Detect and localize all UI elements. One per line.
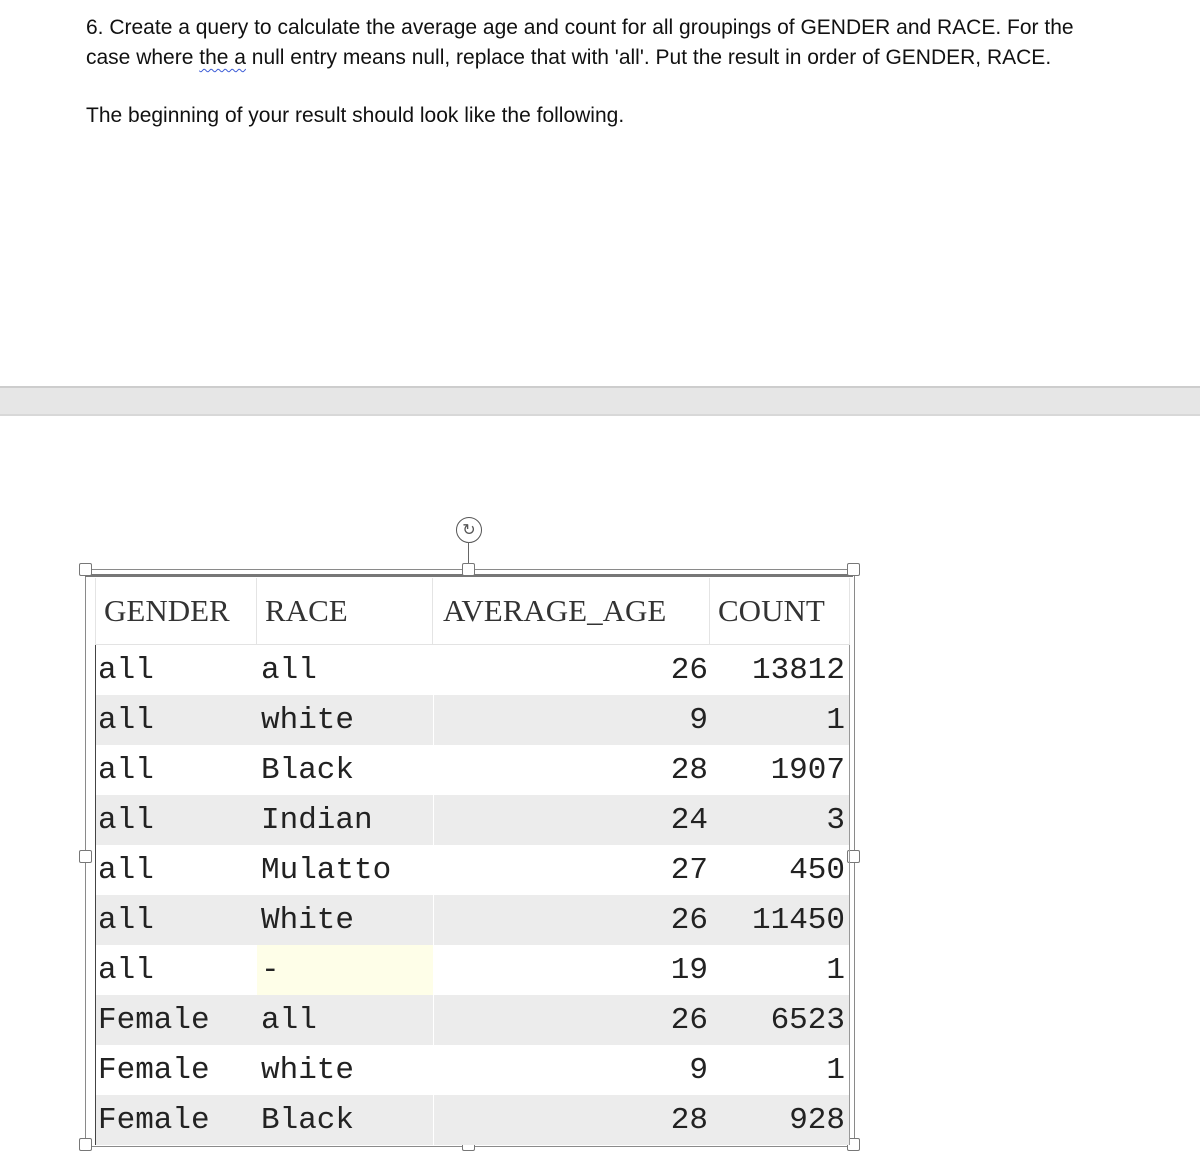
- question-line-1: 6. Create a query to calculate the average age and count for all groupings of GENDER and RACE. For the: [86, 16, 1074, 39]
- table-row: [95, 895, 850, 945]
- cell-average-age: 28: [433, 1095, 710, 1145]
- header-average-age: AVERAGE_AGE: [433, 578, 710, 644]
- resize-handle-top-left[interactable]: [79, 563, 92, 576]
- cell-count: 1: [710, 945, 850, 995]
- cell-average-age: 28: [433, 745, 710, 795]
- intro-text: The beginning of your result should look like the following.: [86, 104, 625, 127]
- cell-gender: all: [95, 645, 257, 695]
- cell-count: 1: [710, 695, 850, 745]
- cell-race: Black: [261, 752, 355, 788]
- question-line-2-end: null entry means null, replace that with 'all'. Put the result in order of GENDER, RACE.: [245, 46, 1052, 69]
- cell-count: 450: [710, 845, 850, 895]
- cell-gender: Female: [95, 1045, 257, 1095]
- cell-gender: all: [95, 845, 257, 895]
- cell-average-age: 26: [433, 895, 710, 945]
- cell-gender: all: [95, 795, 257, 845]
- header-count: COUNT: [710, 578, 850, 644]
- table-row: [95, 845, 850, 895]
- question-line-2-start: case where: [86, 46, 200, 69]
- header-race: RACE: [257, 578, 433, 644]
- resize-handle-top-right[interactable]: [847, 563, 860, 576]
- grammar-squiggle[interactable]: the a: [199, 46, 246, 69]
- table-row: [95, 795, 850, 845]
- page-break: [0, 386, 1200, 416]
- cell-gender: all: [95, 695, 257, 745]
- table-header: [95, 578, 850, 645]
- cell-gender: all: [95, 895, 257, 945]
- cell-race: all: [261, 652, 317, 688]
- question-text: [86, 13, 1166, 73]
- table-row: [95, 745, 850, 795]
- cell-count: 13812: [710, 645, 850, 695]
- cell-gender: all: [95, 945, 257, 995]
- cell-race: White: [261, 902, 355, 938]
- cell-count: 11450: [710, 895, 850, 945]
- table-row: [95, 945, 850, 995]
- cell-count: 928: [710, 1095, 850, 1145]
- cell-race: white: [261, 1052, 355, 1088]
- cell-count: 6523: [710, 995, 850, 1045]
- rotate-icon[interactable]: ↻: [456, 517, 482, 543]
- table-row: [95, 695, 850, 745]
- result-table: [95, 578, 850, 1145]
- cell-race: Mulatto: [261, 852, 392, 888]
- cell-race: Indian: [261, 802, 373, 838]
- cell-count: 1: [710, 1045, 850, 1095]
- resize-handle-middle-left[interactable]: [79, 850, 92, 863]
- cell-average-age: 19: [433, 945, 710, 995]
- cell-count: 1907: [710, 745, 850, 795]
- table-row: [95, 995, 850, 1045]
- resize-handle-bottom-left[interactable]: [79, 1138, 92, 1151]
- cell-race: all: [261, 1002, 317, 1038]
- cell-average-age: 9: [433, 695, 710, 745]
- table-row: [95, 1095, 850, 1145]
- cell-gender: Female: [95, 995, 257, 1045]
- cell-count: 3: [710, 795, 850, 845]
- cell-race: Black: [261, 1102, 355, 1138]
- header-gender: GENDER: [95, 578, 257, 644]
- cell-race-null: -: [257, 945, 433, 995]
- resize-handle-top-middle[interactable]: [462, 563, 475, 576]
- cell-average-age: 9: [433, 1045, 710, 1095]
- table-row: [95, 645, 850, 695]
- table-row: [95, 1045, 850, 1095]
- cell-gender: all: [95, 745, 257, 795]
- cell-gender: Female: [95, 1095, 257, 1145]
- cell-average-age: 24: [433, 795, 710, 845]
- cell-race: white: [261, 702, 355, 738]
- cell-average-age: 26: [433, 645, 710, 695]
- cell-average-age: 26: [433, 995, 710, 1045]
- question-line-2: [86, 43, 1166, 73]
- cell-average-age: 27: [433, 845, 710, 895]
